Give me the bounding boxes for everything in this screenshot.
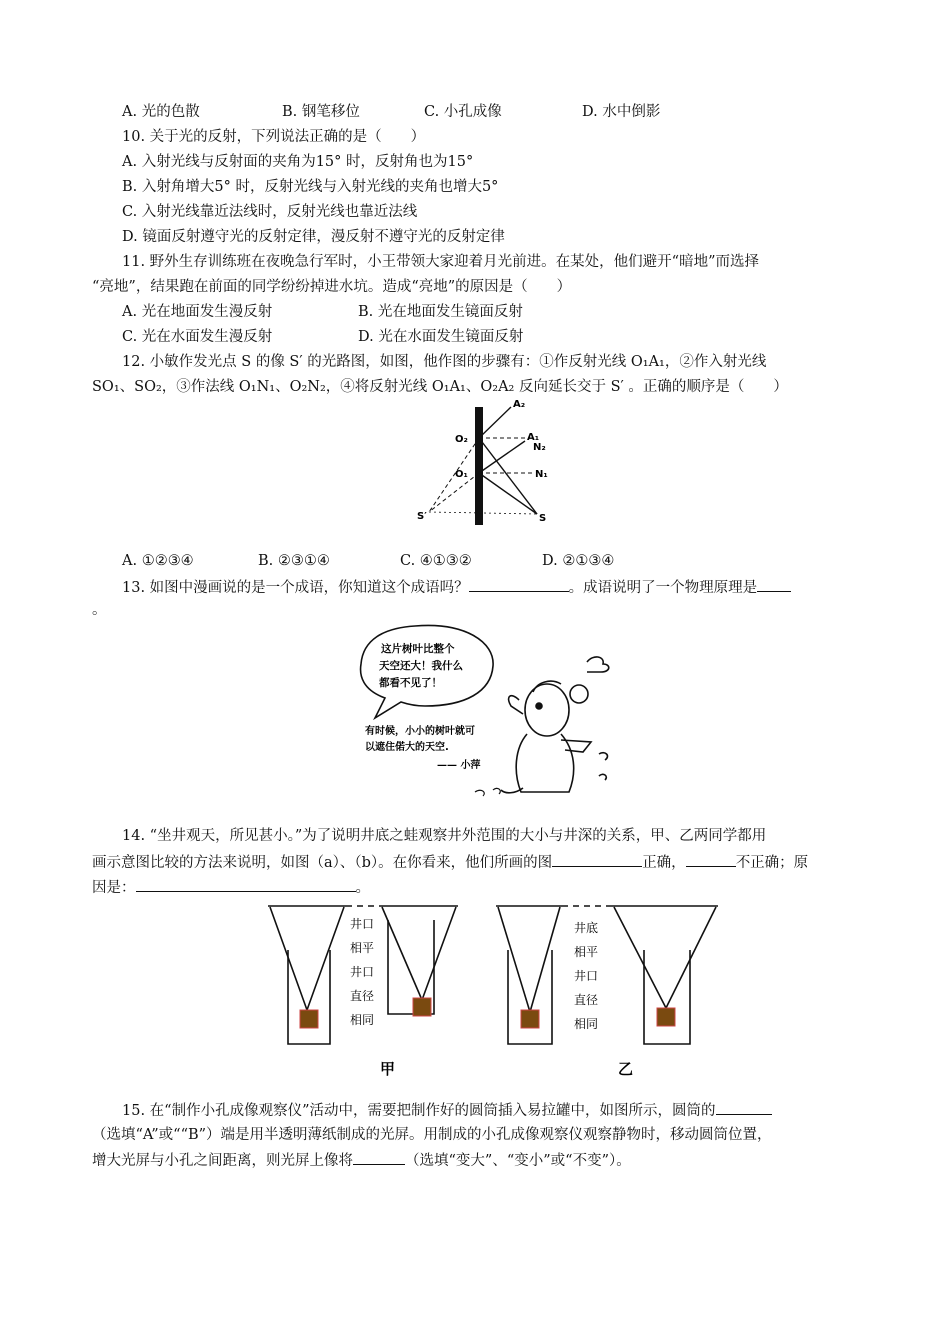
q9-option-c: C. 小孔成像 (424, 104, 502, 120)
label-n2: N₂ (533, 442, 546, 453)
right-note-1: 井底 (574, 921, 599, 935)
cartoon-figure (501, 657, 609, 793)
q11-stem-2: “亮地”，结果跑在前面的同学纷纷掉进水坑。造成“亮地”的原因是（ ） (92, 279, 572, 295)
q15-stem-2: （选填“A”或““B”）端是用半透明薄纸制成的光屏。用制成的小孔成像观察仪观察静物时，移动圆筒位置， (92, 1127, 772, 1143)
q10-option-c: C. 入射光线靠近法线时，反射光线也靠近法线 (122, 204, 418, 220)
q15-stem-text-3b: （选填“变大”、“变小”或“不变”）。 (405, 1153, 631, 1169)
left-note-1: 井口 (350, 917, 375, 931)
left-note-4: 直径 (350, 989, 375, 1003)
bubble-line-2: 天空还大！我什么 (379, 660, 463, 672)
q14-stem-3 (92, 877, 370, 898)
q14-stem-text-3b: 。 (355, 880, 370, 896)
well-frog-diagram (262, 900, 724, 1082)
q12-option-c: C. ④①③② (400, 553, 472, 569)
q13-stem (122, 577, 791, 598)
q13-stem-text-2: 。成语说明了一个物理原理是 (568, 580, 758, 596)
q14-stem-text-2a: 画示意图比较的方法来说明，如图（a）、（b）。在你看来，他们所画的图 (92, 855, 553, 871)
q15-stem-3 (92, 1150, 631, 1171)
label-s-prime: S′ (417, 511, 427, 522)
q14-incorrect-blank[interactable] (686, 852, 736, 867)
q15-stem-1 (122, 1100, 772, 1121)
caption-line-2: 以遮住偌大的天空. (365, 742, 449, 753)
right-note-2: 相平 (574, 945, 599, 959)
reflection-diagram (415, 395, 565, 527)
cartoon-illustration (355, 622, 615, 800)
right-note-4: 直径 (574, 993, 599, 1007)
q9-option-d: D. 水中倒影 (582, 104, 661, 120)
q10-stem: 10. 关于光的反射，下列说法正确的是（ ） (122, 129, 426, 145)
right-note-3: 井口 (574, 969, 599, 983)
label-jia: 甲 (380, 1060, 396, 1078)
label-n1: N₁ (535, 469, 548, 480)
q13-principle-blank[interactable] (757, 577, 791, 592)
q13-stem-text-1: 13. 如图中漫画说的是一个成语，你知道这个成语吗？ (122, 580, 469, 596)
q10-option-d: D. 镜面反射遵守光的反射定律，漫反射不遵守光的反射定律 (122, 229, 505, 245)
q9-option-b: B. 钢笔移位 (282, 104, 360, 120)
ray-o2-a2 (479, 407, 511, 438)
label-o1: O₁ (455, 469, 468, 480)
bubble-line-3: 都看不见了！ (379, 677, 442, 689)
q10-option-a: A. 入射光线与反射面的夹角为15° 时，反射角也为15° (122, 154, 474, 170)
left-note-2: 相平 (350, 941, 375, 955)
label-yi: 乙 (618, 1060, 634, 1078)
ray-s-o2 (479, 438, 537, 514)
q11-option-c: C. 光在水面发生漫反射 (122, 329, 273, 345)
q14-stem-2 (92, 852, 808, 873)
left-note-3: 井口 (350, 965, 375, 979)
q10-option-b: B. 入射角增大5° 时，反射光线与入射光线的夹角也增大5° (122, 179, 499, 195)
q14-stem-text-3a: 因是： (92, 880, 136, 896)
q12-stem-1: 12. 小敏作发光点 S 的像 S′ 的光路图，如图，他作图的步骤有：①作反射光线 O₁A₁，②作入射光线 (122, 354, 767, 370)
ground-marks (475, 788, 500, 796)
caption-signature: —— 小萍 (437, 760, 481, 771)
q12-option-a: A. ①②③④ (122, 553, 194, 569)
q14-correct-blank[interactable] (552, 852, 642, 867)
q14-stem-text-2c: 不正确；原 (735, 855, 809, 871)
extension-o2 (429, 438, 479, 512)
bubble-line-1: 这片树叶比整个 (381, 643, 455, 655)
q14-stem-1: 14. “坐井观天，所见甚小。”为了说明井底之蛙观察井外范围的大小与井深的关系，甲、乙两同学都用 (122, 828, 767, 844)
right-note-5: 相同 (574, 1017, 599, 1031)
label-a1: A₁ (527, 432, 540, 443)
mirror (475, 407, 483, 525)
q12-option-d: D. ②①③④ (542, 553, 615, 569)
q14-stem-text-2b: 正确， (642, 855, 686, 871)
caption-line-1: 有时候，小小的树叶就可 (365, 726, 475, 737)
q13-idiom-blank[interactable] (469, 577, 569, 592)
label-o2: O₂ (455, 434, 468, 445)
extension-o1 (429, 473, 479, 512)
ray-s-o1 (479, 473, 537, 514)
q15-image-size-blank[interactable] (353, 1150, 405, 1165)
q15-stem-text-1: 15. 在“制作小孔成像观察仪”活动中，需要把制作好的圆筒插入易拉罐中，如图所示，圆筒的 (122, 1103, 716, 1119)
label-s: S (539, 513, 547, 524)
q12-option-b: B. ②③①④ (258, 553, 330, 569)
q11-option-d: D. 光在水面发生镜面反射 (358, 329, 524, 345)
left-note-5: 相同 (350, 1013, 375, 1027)
q15-stem-text-3a: 增大光屏与小孔之间距离，则光屏上像将 (92, 1153, 353, 1169)
q14-reason-blank[interactable] (136, 877, 356, 892)
q12-stem-2: SO₁、SO₂，③作法线 O₁N₁、O₂N₂，④将反射光线 O₁A₁、O₂A₂ 反向延长交于 S′ 。正确的顺序是（ ） (92, 379, 788, 395)
q13-stem-end: 。 (92, 602, 107, 618)
q11-option-b: B. 光在地面发生镜面反射 (358, 304, 523, 320)
label-a2: A₂ (513, 399, 526, 410)
q9-option-a: A. 光的色散 (122, 104, 200, 120)
q11-option-a: A. 光在地面发生漫反射 (122, 304, 273, 320)
q11-stem-1: 11. 野外生存训练班在夜晚急行军时，小王带领大家迎着月光前进。在某处，他们避开“暗地”而选择 (122, 254, 759, 270)
q15-end-blank[interactable] (716, 1100, 772, 1115)
